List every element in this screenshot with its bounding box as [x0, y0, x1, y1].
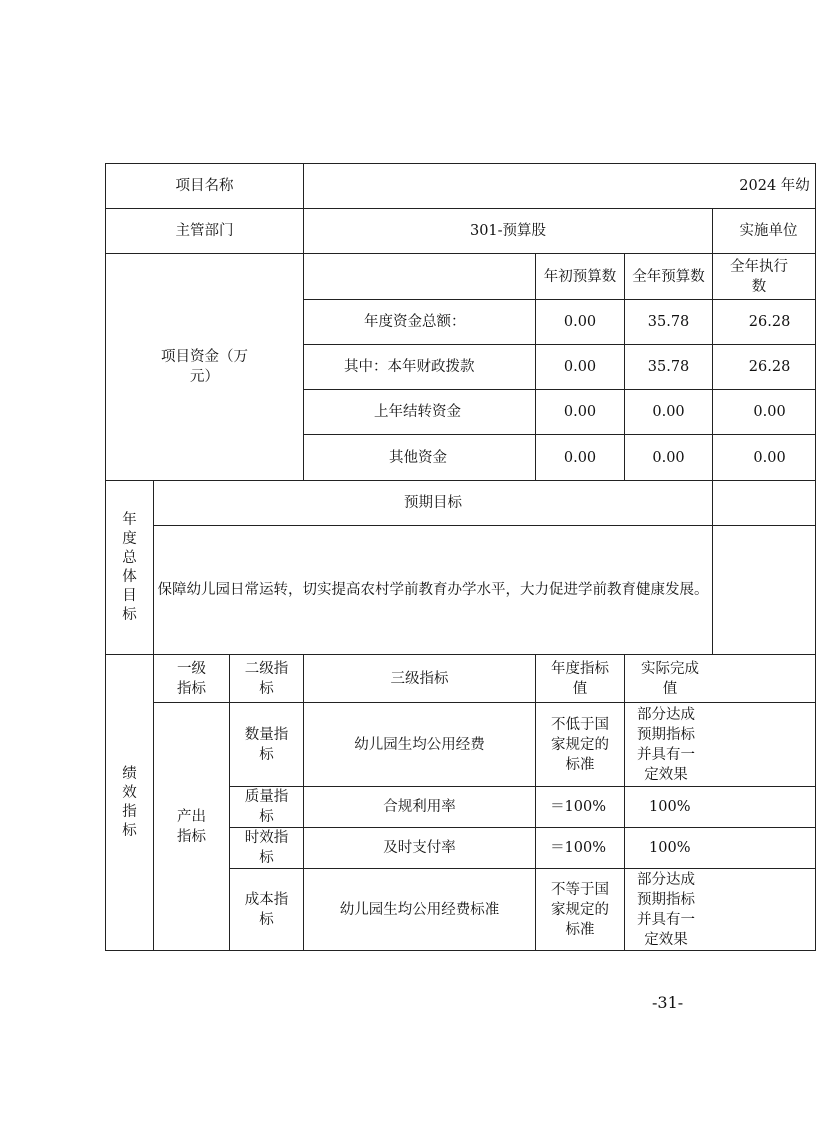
funds-row-label: 其中：本年财政拨款 [304, 345, 536, 390]
actual-value-header: 实际完成值 [625, 655, 816, 703]
funds-header-col2: 全年预算数 [625, 254, 713, 300]
level3-cell: 幼儿园生均公用经费 [304, 703, 536, 787]
level3-cell: 合规利用率 [304, 787, 536, 828]
funds-row-value: 0.00 [536, 300, 625, 345]
funds-row-value: 35.78 [625, 300, 713, 345]
funds-header-blank [304, 254, 536, 300]
impl-unit-label: 实施单位 [713, 209, 816, 254]
dept-label: 主管部门 [106, 209, 304, 254]
performance-table [105, 163, 816, 951]
expected-goal-header: 预期目标 [154, 481, 713, 526]
funds-row-value: 0.00 [536, 435, 625, 481]
project-name-value: 2024 年幼 [304, 164, 816, 209]
level1-header: 一级指标 [154, 655, 230, 703]
funds-row-value: 35.78 [625, 345, 713, 390]
target-value-cell: 不等于国家规定的标准 [536, 869, 625, 951]
level3-header: 三级指标 [304, 655, 536, 703]
actual-value-cell: 100% [625, 828, 816, 869]
funds-row-label: 年度资金总额： [304, 300, 536, 345]
output-indicator-label: 产出指标 [154, 703, 230, 951]
annual-value-header: 年度指标值 [536, 655, 625, 703]
actual-value-cell: 100% [625, 787, 816, 828]
expected-goal-text: 保障幼儿园日常运转，切实提高农村学前教育办学水平，大力促进学前教育健康发展。 [154, 526, 713, 655]
funds-row-label: 上年结转资金 [304, 390, 536, 435]
goal-blank-top [713, 481, 816, 526]
funds-row-value: 0.00 [536, 345, 625, 390]
funds-row-value: 0.00 [536, 390, 625, 435]
actual-value-cell: 部分达成预期指标并具有一定效果 [625, 703, 816, 787]
funds-header-col3: 全年执行数 [713, 254, 816, 300]
level2-cell: 质量指标 [230, 787, 304, 828]
funds-row-value: 0.00 [713, 390, 816, 435]
funds-row-label: 其他资金 [304, 435, 536, 481]
funds-header-col1: 年初预算数 [536, 254, 625, 300]
project-name-label: 项目名称 [106, 164, 304, 209]
actual-value-cell: 部分达成预期指标并具有一定效果 [625, 869, 816, 951]
level3-cell: 幼儿园生均公用经费标准 [304, 869, 536, 951]
level2-cell: 时效指标 [230, 828, 304, 869]
level2-cell: 数量指标 [230, 703, 304, 787]
goal-blank-bottom [713, 526, 816, 655]
level2-cell: 成本指标 [230, 869, 304, 951]
perf-indicator-label: 绩效指标 [106, 655, 154, 951]
funds-label: 项目资金（万元） [106, 254, 304, 481]
level2-header: 二级指标 [230, 655, 304, 703]
dept-value: 301-预算股 [304, 209, 713, 254]
funds-row-value: 26.28 [713, 300, 816, 345]
target-value-cell: ＝100% [536, 828, 625, 869]
funds-row-value: 0.00 [625, 435, 713, 481]
funds-row-value: 26.28 [713, 345, 816, 390]
funds-row-value: 0.00 [625, 390, 713, 435]
target-value-cell: ＝100% [536, 787, 625, 828]
funds-row-value: 0.00 [713, 435, 816, 481]
page-number: -31- [652, 993, 684, 1012]
level3-cell: 及时支付率 [304, 828, 536, 869]
annual-goal-label: 年度总体目标 [106, 481, 154, 655]
target-value-cell: 不低于国家规定的标准 [536, 703, 625, 787]
